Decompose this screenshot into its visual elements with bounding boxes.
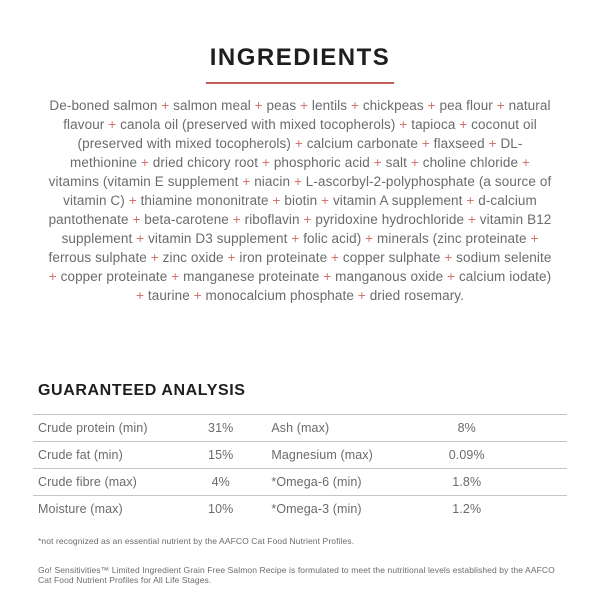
plus-separator: +: [427, 98, 436, 113]
analysis-row: [33, 495, 567, 522]
nutrient-label: Ash (max): [271, 421, 330, 435]
footnote-aafco-statement: Go! Sensitivities™ Limited Ingredient Grain Free Salmon Recipe is formulated to meet the nutritional levels established by the AAFCO Cat Food Nutrient Profiles for All Life Stages.: [38, 564, 555, 585]
plus-separator: +: [530, 231, 539, 246]
footnote-essential-nutrient: *not recognized as an essential nutrient by the AAFCO Cat Food Nutrient Profiles.: [38, 536, 355, 546]
plus-separator: +: [488, 136, 497, 151]
plus-separator: +: [242, 174, 251, 189]
nutrient-label: Crude fibre (max): [38, 475, 137, 489]
plus-separator: +: [261, 155, 270, 170]
plus-separator: +: [303, 212, 312, 227]
plus-separator: +: [128, 193, 137, 208]
nutrient-value: 1.2%: [452, 502, 482, 516]
plus-separator: +: [193, 288, 202, 303]
plus-separator: +: [48, 269, 57, 284]
nutrient-label: Crude protein (min): [38, 421, 148, 435]
plus-separator: +: [132, 212, 141, 227]
guaranteed-analysis-table: [33, 414, 567, 522]
plus-separator: +: [357, 288, 366, 303]
nutrient-label: *Omega-3 (min): [271, 502, 362, 516]
plus-separator: +: [467, 212, 476, 227]
analysis-row: [33, 441, 567, 468]
plus-separator: +: [350, 98, 359, 113]
plus-separator: +: [365, 231, 374, 246]
plus-separator: +: [294, 136, 303, 151]
nutrient-label: Magnesium (max): [271, 448, 373, 462]
nutrient-value: 15%: [208, 448, 234, 462]
plus-separator: +: [108, 117, 117, 132]
plus-separator: +: [293, 174, 302, 189]
plus-separator: +: [399, 117, 408, 132]
plus-separator: +: [272, 193, 281, 208]
plus-separator: +: [444, 250, 453, 265]
plus-separator: +: [136, 231, 145, 246]
nutrient-value: 0.09%: [448, 448, 485, 462]
nutrient-value: 31%: [208, 421, 234, 435]
plus-separator: +: [321, 193, 330, 208]
plus-separator: +: [140, 155, 149, 170]
nutrient-value: 10%: [208, 502, 234, 516]
plus-separator: +: [171, 269, 180, 284]
nutrient-value: 8%: [457, 421, 476, 435]
plus-separator: +: [323, 269, 332, 284]
ingredients-paragraph: De-boned salmon + salmon meal + peas + lentils + chickpeas + pea flour + natural flavour + canola oil (preserved with mixed tocopherols) + tapioca + coconut oil (preserved with mixed tocopherols) + calcium carbonate + flaxseed + DL-methionine + dried chicory root + phosphoric acid + salt + choline chloride + vitamins (vitamin E supplement + niacin + L-ascorbyl-2-polyphosphate (a source of vitamin C) + thiamine mononitrate + biotin + vitamin A supplement + d-calcium pantothenate + beta-carotene + riboflavin + pyridoxine hydrochloride + vitamin B12 supplement + vitamin D3 supplement + folic acid) + minerals (zinc proteinate + ferrous sulphate + zinc oxide + iron proteinate + copper sulphate + sodium selenite + copper proteinate + manganese proteinate + manganous oxide + calcium iodate) + taurine + monocalcium phosphate + dried rosemary.: [48, 98, 552, 303]
plus-separator: +: [161, 98, 170, 113]
analysis-row: [33, 414, 567, 441]
analysis-row: [33, 468, 567, 495]
guaranteed-analysis-section: [0, 383, 600, 586]
plus-separator: +: [466, 193, 475, 208]
plus-separator: +: [447, 269, 456, 284]
plus-separator: +: [232, 212, 241, 227]
plus-separator: +: [496, 98, 505, 113]
ingredients-title: INGREDIENTS: [209, 44, 391, 71]
plus-separator: +: [421, 136, 430, 151]
plus-separator: +: [254, 98, 263, 113]
plus-separator: +: [300, 98, 309, 113]
nutrient-label: *Omega-6 (min): [271, 475, 362, 489]
nutrient-label: Moisture (max): [38, 502, 123, 516]
plus-separator: +: [459, 117, 468, 132]
plus-separator: +: [136, 288, 144, 303]
nutrient-label: Crude fat (min): [38, 448, 123, 462]
nutrient-value: 4%: [211, 475, 230, 489]
plus-separator: +: [227, 250, 236, 265]
guaranteed-analysis-title: GUARANTEED ANALYSIS: [38, 382, 246, 399]
plus-separator: +: [331, 250, 340, 265]
plus-separator: +: [373, 155, 382, 170]
plus-separator: +: [410, 155, 419, 170]
plus-separator: +: [291, 231, 300, 246]
plus-separator: +: [522, 155, 530, 170]
nutrient-value: 1.8%: [452, 475, 482, 489]
plus-separator: +: [150, 250, 159, 265]
title-underline-rule: [206, 82, 394, 84]
